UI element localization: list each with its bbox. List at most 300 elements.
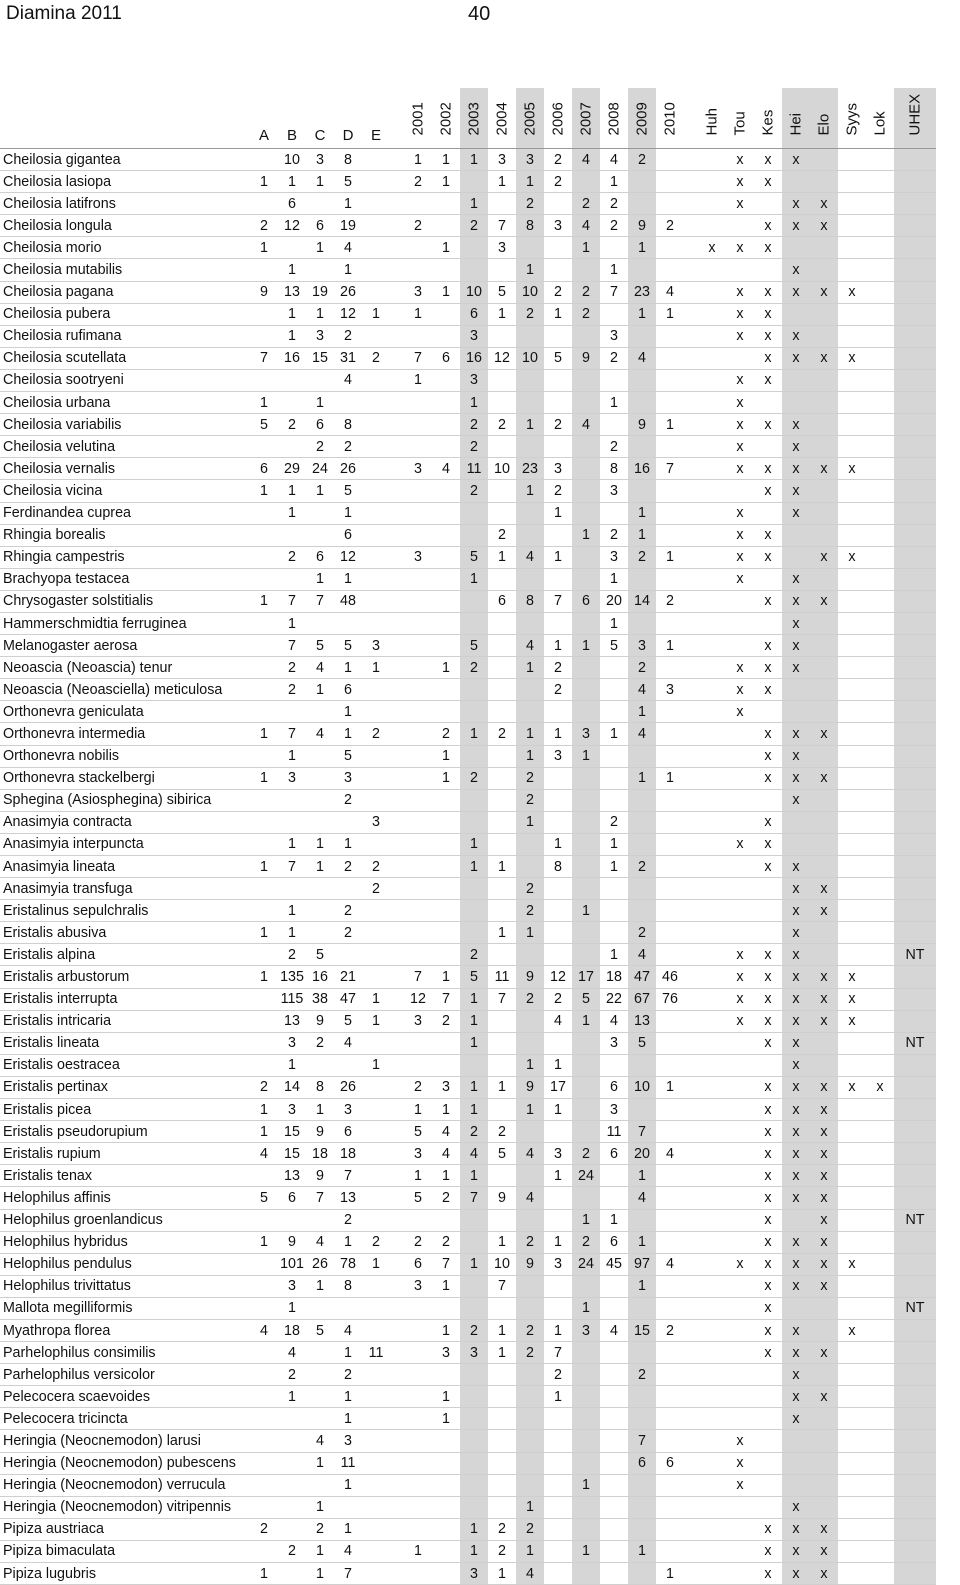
value-cell: 1 — [572, 745, 600, 767]
value-cell — [362, 679, 390, 701]
value-cell: 4 — [572, 215, 600, 237]
value-cell: x — [782, 502, 810, 524]
value-cell — [726, 1319, 754, 1341]
spacer-cell — [684, 1143, 698, 1165]
value-cell — [572, 1386, 600, 1408]
value-cell — [810, 1032, 838, 1054]
value-cell — [460, 237, 488, 259]
value-cell: 3 — [414, 1145, 422, 1162]
value-cell — [866, 922, 894, 944]
value-cell: 1 — [554, 505, 562, 522]
value-cell — [726, 612, 754, 634]
value-cell — [432, 1430, 460, 1452]
value-cell: 1 — [414, 372, 422, 389]
value-cell — [698, 1099, 726, 1121]
value-cell — [726, 1496, 754, 1518]
value-cell: 1 — [628, 303, 656, 325]
value-cell — [838, 657, 866, 679]
value-cell: x — [764, 350, 772, 367]
value-cell: 1 — [460, 1076, 488, 1098]
value-cell: 14 — [284, 1079, 300, 1096]
value-cell — [488, 878, 516, 900]
value-cell — [600, 369, 628, 391]
table-row — [0, 303, 936, 325]
column-header-label: Kes — [759, 109, 777, 136]
value-cell — [726, 347, 754, 369]
value-cell — [698, 1430, 726, 1452]
value-cell: 1 — [610, 725, 618, 742]
value-cell: 1 — [288, 328, 296, 345]
value-cell: 1 — [460, 1540, 488, 1562]
value-cell: 1 — [554, 1167, 562, 1184]
value-cell — [866, 635, 894, 657]
value-cell — [838, 701, 866, 723]
value-cell: 2 — [344, 902, 352, 919]
value-cell — [656, 524, 684, 546]
value-cell: 1 — [610, 946, 618, 963]
value-cell: 6 — [316, 416, 324, 433]
value-cell: 2 — [498, 416, 506, 433]
value-cell: x — [782, 1408, 810, 1430]
value-cell — [810, 325, 838, 347]
value-cell — [698, 612, 726, 634]
value-cell — [334, 612, 362, 634]
table-row — [0, 480, 936, 502]
value-cell: x — [764, 328, 772, 345]
value-cell: 4 — [516, 1143, 544, 1165]
value-cell — [432, 1054, 460, 1076]
value-cell — [782, 171, 810, 193]
value-cell: 1 — [460, 856, 488, 878]
value-cell: x — [764, 372, 772, 389]
species-name: Neoascia (Neoascia) tenur — [3, 659, 173, 676]
value-cell — [600, 502, 628, 524]
value-cell — [838, 1474, 866, 1496]
value-cell — [894, 1143, 936, 1165]
value-cell — [866, 789, 894, 811]
value-cell — [250, 149, 278, 171]
value-cell: 1 — [516, 811, 544, 833]
value-cell — [894, 1540, 936, 1562]
spacer-cell — [684, 900, 698, 922]
column-header — [516, 88, 544, 149]
value-cell: 1 — [372, 991, 380, 1008]
value-cell — [516, 612, 544, 634]
value-cell — [726, 1297, 754, 1319]
value-cell: 12 — [550, 969, 566, 986]
value-cell: 1 — [260, 924, 268, 941]
value-cell: 4 — [516, 546, 544, 568]
value-cell: 47 — [340, 991, 356, 1008]
value-cell — [656, 1231, 684, 1253]
value-cell: 1 — [316, 1278, 324, 1295]
value-cell: x — [810, 767, 838, 789]
value-cell: 1 — [414, 1167, 422, 1184]
spacer-cell — [684, 1319, 698, 1341]
value-cell — [726, 1032, 754, 1054]
value-cell — [628, 436, 656, 458]
spacer-cell — [684, 612, 698, 634]
value-cell — [516, 524, 544, 546]
value-cell — [656, 436, 684, 458]
value-cell — [810, 1430, 838, 1452]
value-cell — [432, 679, 460, 701]
value-cell: 9 — [628, 414, 656, 436]
value-cell — [726, 480, 754, 502]
spacer-cell — [684, 966, 698, 988]
column-header-label: Syys — [843, 102, 861, 136]
value-cell — [362, 1143, 390, 1165]
spacer-cell — [684, 1430, 698, 1452]
value-cell — [362, 568, 390, 590]
value-cell — [656, 1054, 684, 1076]
value-cell — [810, 259, 838, 281]
value-cell: 1 — [554, 1388, 562, 1405]
value-cell: 2 — [344, 1366, 352, 1383]
value-cell — [432, 502, 460, 524]
value-cell — [306, 922, 334, 944]
value-cell: 1 — [442, 151, 450, 168]
page-header — [0, 0, 960, 30]
value-cell — [432, 1364, 460, 1386]
value-cell — [600, 1563, 628, 1585]
value-cell — [838, 193, 866, 215]
value-cell: x — [736, 571, 744, 588]
value-cell: 1 — [516, 259, 544, 281]
value-cell: 3 — [572, 1319, 600, 1341]
column-header-label: 2008 — [605, 102, 623, 136]
value-cell: 1 — [260, 394, 268, 411]
table-row — [0, 900, 936, 922]
value-cell: 7 — [288, 725, 296, 742]
value-cell — [250, 1165, 278, 1187]
value-cell: 101 — [280, 1256, 304, 1273]
value-cell: 1 — [628, 1231, 656, 1253]
value-cell — [404, 856, 432, 878]
species-name: Cheilosia rufimana — [3, 328, 122, 345]
value-cell: 7 — [414, 969, 422, 986]
value-cell — [432, 303, 460, 325]
value-cell — [866, 281, 894, 303]
spacer-cell — [390, 1319, 404, 1341]
spacer-cell — [684, 590, 698, 612]
species-name: Cheilosia longula — [3, 217, 112, 234]
value-cell — [404, 1496, 432, 1518]
value-cell: 1 — [460, 833, 488, 855]
value-cell: 2 — [516, 1518, 544, 1540]
value-cell: 10 — [284, 151, 300, 168]
table-row — [0, 1408, 936, 1430]
value-cell: 2 — [414, 1234, 422, 1251]
value-cell: x — [782, 1099, 810, 1121]
value-cell: 2 — [414, 217, 422, 234]
value-cell — [572, 1430, 600, 1452]
value-cell — [362, 149, 390, 171]
value-cell — [838, 325, 866, 347]
spacer-cell — [390, 259, 404, 281]
value-cell — [698, 436, 726, 458]
value-cell: 1 — [516, 414, 544, 436]
value-cell — [656, 1297, 684, 1319]
value-cell: 7 — [610, 284, 618, 301]
value-cell: 1 — [442, 1410, 450, 1427]
value-cell — [306, 1054, 334, 1076]
value-cell: 9 — [316, 1013, 324, 1030]
value-cell — [278, 811, 306, 833]
column-header-label: Hei — [787, 112, 805, 136]
species-name: Heringia (Neocnemodon) vitripennis — [3, 1499, 232, 1516]
value-cell: 2 — [372, 725, 380, 742]
value-cell — [544, 1474, 572, 1496]
table-row — [0, 1474, 936, 1496]
value-cell: 6 — [628, 1452, 656, 1474]
value-cell — [894, 436, 936, 458]
value-cell — [404, 657, 432, 679]
value-cell — [460, 1430, 488, 1452]
value-cell: 1 — [288, 748, 296, 765]
value-cell: 10 — [516, 281, 544, 303]
value-cell — [894, 1253, 936, 1275]
value-cell — [894, 502, 936, 524]
value-cell: 3 — [344, 770, 352, 787]
value-cell: 9 — [516, 1253, 544, 1275]
value-cell: 5 — [260, 1189, 268, 1206]
value-cell — [572, 1408, 600, 1430]
table-row — [0, 1187, 936, 1209]
spacer-cell — [390, 1452, 404, 1474]
table-row — [0, 502, 936, 524]
value-cell — [250, 833, 278, 855]
value-cell — [628, 900, 656, 922]
value-cell: 6 — [344, 1123, 352, 1140]
value-cell — [544, 900, 572, 922]
value-cell: 1 — [288, 836, 296, 853]
value-cell — [866, 1364, 894, 1386]
value-cell — [334, 878, 362, 900]
value-cell — [250, 1386, 278, 1408]
value-cell — [544, 1275, 572, 1297]
value-cell: x — [810, 1540, 838, 1562]
value-cell — [838, 878, 866, 900]
value-cell: 1 — [344, 1521, 352, 1538]
value-cell: 2 — [372, 880, 380, 897]
value-cell — [656, 900, 684, 922]
table-row — [0, 149, 936, 171]
value-cell: 5 — [460, 966, 488, 988]
value-cell — [460, 1452, 488, 1474]
table-row — [0, 988, 936, 1010]
value-cell — [894, 856, 936, 878]
value-cell: x — [764, 306, 772, 323]
value-cell: x — [810, 1563, 838, 1585]
value-cell — [362, 1121, 390, 1143]
value-cell: 1 — [460, 988, 488, 1010]
value-cell: 4 — [666, 1256, 674, 1273]
spacer-cell — [684, 723, 698, 745]
value-cell: 3 — [414, 1013, 422, 1030]
value-cell — [600, 1342, 628, 1364]
value-cell: 2 — [344, 438, 352, 455]
value-cell: x — [736, 284, 744, 301]
value-cell: 2 — [516, 878, 544, 900]
value-cell — [250, 745, 278, 767]
value-cell — [894, 1054, 936, 1076]
value-cell — [628, 1518, 656, 1540]
value-cell: 1 — [442, 173, 450, 190]
value-cell: x — [736, 1477, 744, 1494]
value-cell — [432, 944, 460, 966]
header-name-cell — [0, 88, 250, 149]
species-name: Myathropa florea — [3, 1322, 111, 1339]
value-cell: x — [810, 1187, 838, 1209]
value-cell: 3 — [554, 1256, 562, 1273]
value-cell — [726, 590, 754, 612]
value-cell — [404, 635, 432, 657]
value-cell: 1 — [260, 239, 268, 256]
value-cell — [894, 1342, 936, 1364]
value-cell — [894, 480, 936, 502]
value-cell: 1 — [516, 171, 544, 193]
value-cell — [460, 1408, 488, 1430]
value-cell: 24 — [572, 1253, 600, 1275]
value-cell — [894, 1187, 936, 1209]
value-cell — [460, 745, 488, 767]
value-cell — [866, 944, 894, 966]
value-cell — [698, 369, 726, 391]
value-cell — [278, 392, 306, 414]
value-cell: 7 — [498, 991, 506, 1008]
species-name: Heringia (Neocnemodon) verrucula — [3, 1477, 226, 1494]
value-cell — [726, 767, 754, 789]
value-cell — [894, 1386, 936, 1408]
value-cell — [628, 193, 656, 215]
species-name: Anasimyia interpuncta — [3, 836, 144, 853]
spacer-cell — [390, 149, 404, 171]
value-cell — [404, 1452, 432, 1474]
spacer-cell — [684, 1364, 698, 1386]
table-row — [0, 347, 936, 369]
value-cell — [782, 833, 810, 855]
value-cell: 3 — [288, 770, 296, 787]
value-cell: 1 — [442, 239, 450, 256]
value-cell — [600, 1297, 628, 1319]
table-row — [0, 856, 936, 878]
value-cell: 1 — [666, 1079, 674, 1096]
value-cell — [628, 259, 656, 281]
value-cell — [516, 237, 544, 259]
value-cell: x — [764, 217, 772, 234]
value-cell: 2 — [288, 549, 296, 566]
value-cell — [698, 1253, 726, 1275]
value-cell — [432, 1452, 460, 1474]
value-cell — [600, 1408, 628, 1430]
value-cell: 2 — [460, 215, 488, 237]
spacer-cell — [390, 1275, 404, 1297]
value-cell: 1 — [288, 902, 296, 919]
value-cell — [698, 1209, 726, 1231]
value-cell: 1 — [260, 1101, 268, 1118]
value-cell — [838, 524, 866, 546]
value-cell — [698, 1010, 726, 1032]
value-cell — [250, 1496, 278, 1518]
value-cell — [698, 171, 726, 193]
value-cell: 7 — [460, 1187, 488, 1209]
value-cell — [362, 1408, 390, 1430]
value-cell — [250, 1408, 278, 1430]
value-cell — [838, 900, 866, 922]
value-cell — [894, 259, 936, 281]
spacer-cell — [684, 1010, 698, 1032]
value-cell — [250, 502, 278, 524]
value-cell: 3 — [554, 460, 562, 477]
value-cell — [572, 568, 600, 590]
column-header-label: 2005 — [521, 102, 539, 136]
table-body — [0, 149, 936, 1585]
value-cell: x — [764, 1167, 772, 1184]
value-cell: 1 — [442, 969, 450, 986]
value-cell — [544, 237, 572, 259]
species-name: Cheilosia variabilis — [3, 416, 122, 433]
table-row — [0, 590, 936, 612]
value-cell: 2 — [288, 659, 296, 676]
value-cell — [866, 193, 894, 215]
value-cell — [866, 701, 894, 723]
value-cell: 23 — [516, 458, 544, 480]
value-cell — [726, 1121, 754, 1143]
value-cell: 1 — [288, 1300, 296, 1317]
value-cell — [432, 1540, 460, 1562]
value-cell: 115 — [280, 991, 304, 1008]
value-cell — [838, 1143, 866, 1165]
value-cell — [362, 193, 390, 215]
value-cell: x — [782, 966, 810, 988]
value-cell: 1 — [516, 1540, 544, 1562]
value-cell: x — [848, 1013, 856, 1030]
table-row — [0, 811, 936, 833]
column-header: E — [370, 127, 381, 144]
value-cell — [866, 1054, 894, 1076]
value-cell: 15 — [628, 1319, 656, 1341]
value-cell — [460, 1364, 488, 1386]
value-cell — [838, 1408, 866, 1430]
value-cell — [572, 612, 600, 634]
value-cell — [278, 878, 306, 900]
species-name: Cheilosia latifrons — [3, 195, 116, 212]
value-cell — [838, 922, 866, 944]
value-cell: x — [848, 991, 856, 1008]
value-cell — [656, 1187, 684, 1209]
value-cell — [656, 1209, 684, 1231]
value-cell — [698, 347, 726, 369]
column-header — [656, 88, 684, 149]
value-cell — [838, 1342, 866, 1364]
value-cell — [726, 1364, 754, 1386]
value-cell — [698, 988, 726, 1010]
value-cell — [698, 480, 726, 502]
value-cell: x — [782, 325, 810, 347]
value-cell — [810, 811, 838, 833]
spacer-cell — [390, 347, 404, 369]
value-cell: 2 — [628, 546, 656, 568]
column-header — [488, 88, 516, 149]
value-cell — [698, 789, 726, 811]
value-cell: 5 — [460, 546, 488, 568]
value-cell: 1 — [516, 723, 544, 745]
value-cell — [894, 811, 936, 833]
table-row — [0, 723, 936, 745]
value-cell: x — [810, 1099, 838, 1121]
spacer-cell — [684, 1121, 698, 1143]
